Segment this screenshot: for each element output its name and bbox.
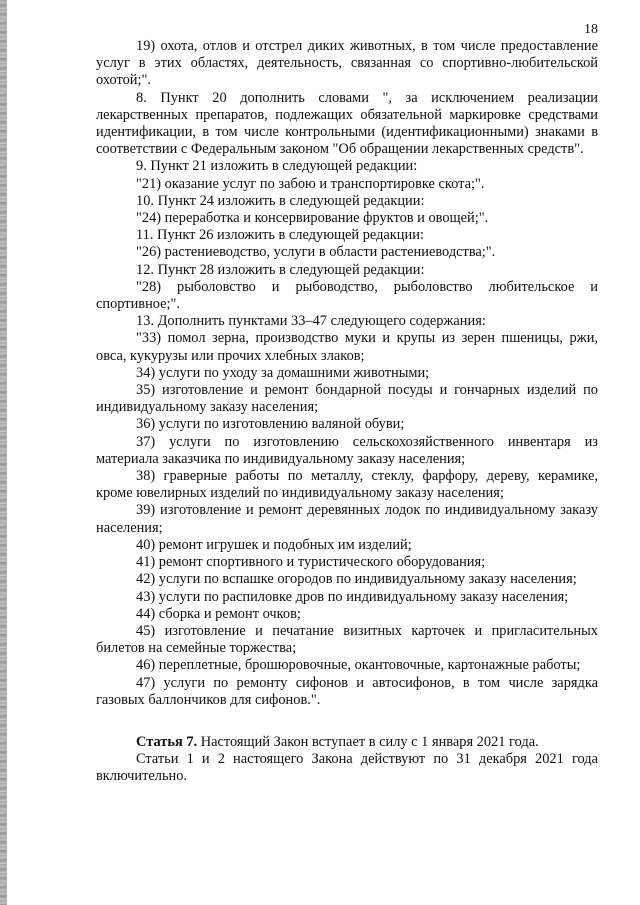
article-7-heading: Статья 7.	[136, 733, 198, 750]
paragraph: 35) изготовление и ремонт бондарной посуды и гончарных изделий по индивидуальному заказу населения;	[96, 382, 598, 416]
paragraph: 19) охота, отлов и отстрел диких животных, в том числе предоставление услуг в этих областях, деятельность, связанная со спортивно-любительской охотой;".	[96, 38, 598, 89]
paragraph: 11. Пункт 26 изложить в следующей редакции:	[136, 227, 424, 244]
paragraph: 36) услуги по изготовлению валяной обуви;	[136, 416, 405, 433]
paragraph: "21) оказание услуг по забою и транспортировке скота;".	[136, 175, 485, 192]
paragraph: 10. Пункт 24 изложить в следующей редакции:	[136, 192, 425, 209]
final-paragraph: Статьи 1 и 2 настоящего Закона действуют по 31 декабря 2021 года включительно.	[96, 751, 598, 785]
paragraph: 40) ремонт игрушек и подобных им изделий;	[136, 536, 412, 553]
article-7-paragraph	[96, 734, 598, 751]
paragraph: 44) сборка и ремонт очков;	[136, 605, 301, 622]
paragraph: 38) граверные работы по металлу, стеклу, фарфору, дереву, керамике, кроме ювелирных изделий по индивидуальному заказу населения;	[96, 468, 598, 502]
paragraph: 42) услуги по вспашке огородов по индивидуальному заказу населения;	[136, 571, 577, 588]
article-7-text: Настоящий Закон вступает в силу с 1 января 2021 года.	[197, 733, 539, 750]
paragraph: 9. Пункт 21 изложить в следующей редакции:	[136, 158, 418, 175]
paragraph: 12. Пункт 28 изложить в следующей редакции:	[136, 261, 425, 278]
paragraph: "33) помол зерна, производство муки и крупы из зерен пшеницы, ржи, овса, кукурузы или прочих хлебных злаков;	[96, 330, 598, 364]
paragraph: "28) рыболовство и рыбоводство, рыболовство любительское и спортивное;".	[96, 278, 598, 313]
paragraph: 8. Пункт 20 дополнить словами ", за исключением реализации лекарственных препаратов, подлежащих обязательной маркировке средствами идентификации, в том числе контрольными (идентификационными) знаками в соответствии с Федеральным законом "Об обращении лекарственных средств".	[96, 89, 598, 158]
paragraph: "24) переработка и консервирование фруктов и овощей;".	[136, 210, 489, 227]
paragraph: "26) растениеводство, услуги в области растениеводства;".	[136, 244, 496, 261]
scan-edge	[0, 0, 7, 905]
paragraph: 41) ремонт спортивного и туристического оборудования;	[136, 554, 486, 571]
page-number: 18	[584, 22, 598, 37]
paragraph: 46) переплетные, брошюровочные, окантовочные, картонажные работы;	[136, 657, 581, 674]
document-body	[96, 38, 598, 786]
paragraph: 47) услуги по ремонту сифонов и автосифонов, в том числе зарядка газовых баллончиков для сифонов.".	[96, 674, 598, 708]
paragraph: 45) изготовление и печатание визитных карточек и пригласительных билетов на семейные торжества;	[96, 622, 598, 657]
paragraph: 43) услуги по распиловке дров по индивидуальному заказу населения;	[136, 588, 569, 605]
paragraph: 39) изготовление и ремонт деревянных лодок по индивидуальному заказу населения;	[96, 502, 598, 536]
paragraph: 37) услуги по изготовлению сельскохозяйственного инвентаря из материала заказчика по индивидуальному заказу населения;	[96, 433, 598, 467]
paragraph: 13. Дополнить пунктами 33–47 следующего содержания:	[136, 313, 486, 330]
paragraph: 34) услуги по уходу за домашними животными;	[136, 364, 430, 381]
